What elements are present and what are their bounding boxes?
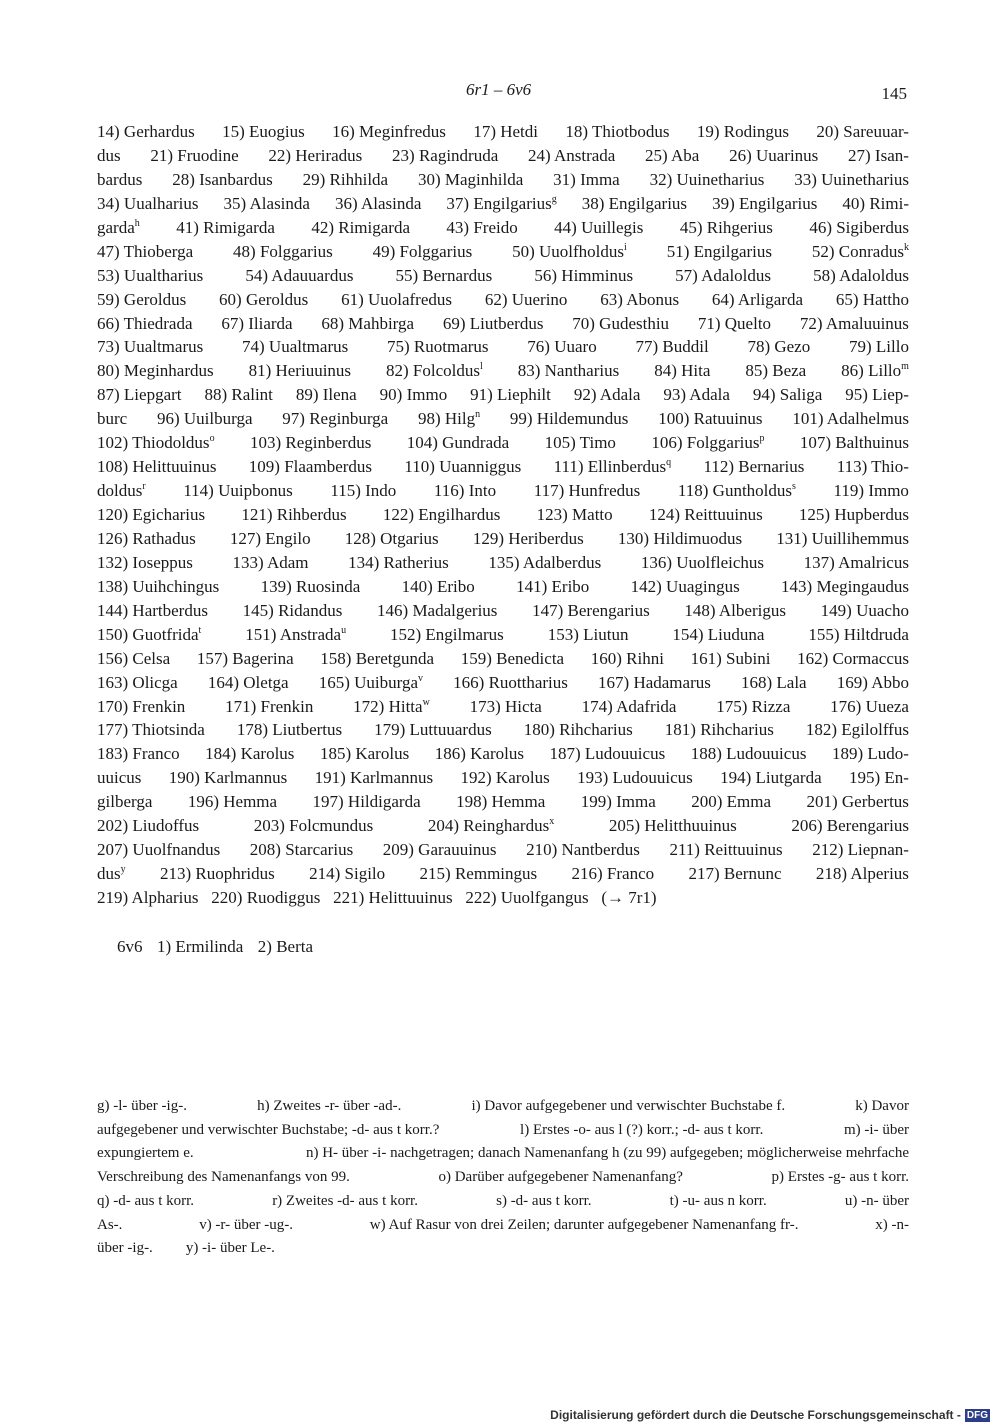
name-entry: 152) Engilmarus xyxy=(389,624,504,644)
credit-text: Digitalisierung gefördert durch die Deutsche Forschungsgemeinschaft - xyxy=(550,1408,961,1422)
name-entry: 38) Engilgarius xyxy=(581,193,688,213)
text-line xyxy=(97,479,909,503)
footnote-entry: expungiertem e. xyxy=(97,1145,194,1162)
name-entry: 54) Adauuardus xyxy=(245,265,354,285)
name-entry: 163) Olicga xyxy=(97,672,178,692)
name-entry: 139) Ruosinda xyxy=(260,576,361,596)
name-entry: 28) Isanbardus xyxy=(172,169,273,189)
name-entry: 212) Liepnan- xyxy=(812,840,909,860)
name-entry: 177) Thiotsinda xyxy=(97,720,205,740)
name-entry: 39) Engilgarius xyxy=(712,193,818,213)
name-entry: 170) Frenkin xyxy=(97,696,186,716)
name-entry: 19) Rodingus xyxy=(696,122,789,141)
name-entry: 15) Euogius xyxy=(222,122,305,141)
name-entry: 192) Karolus xyxy=(460,768,550,788)
name-entry: 35) Alasinda xyxy=(223,193,310,213)
footnote-entry: p) Erstes -g- aus t korr. xyxy=(771,1169,909,1186)
name-entry: 87) Liepgart xyxy=(97,385,182,405)
name-entry: 174) Adafrida xyxy=(581,696,677,716)
name-entry: 219) Alpharius xyxy=(97,888,199,907)
name-entry: 207) Uuolfnandus xyxy=(97,840,221,860)
name-entry: 153) Liutun xyxy=(547,624,629,644)
name-entry: 105) Timo xyxy=(544,433,616,453)
footnote-entry: n) H- über -i- nachgetragen; danach Namenanfang h (zu 99) aufgegeben; möglicherweise mehrfache xyxy=(305,1145,909,1162)
page-number: 145 xyxy=(881,84,907,103)
name-entry: 95) Liep- xyxy=(845,385,909,405)
name-entry: 183) Franco xyxy=(97,744,180,764)
name-entry: 33) Uuinetharius xyxy=(794,169,909,189)
name-entry: 42) Rimigarda xyxy=(311,217,410,237)
text-line xyxy=(97,886,909,910)
name-entry: 107) Balthuinus xyxy=(799,433,909,453)
name-entry: 208) Starcarius xyxy=(249,840,354,860)
name-entry: 104) Gundrada xyxy=(406,433,510,453)
name-entry: 66) Thiedrada xyxy=(97,313,193,333)
text-line xyxy=(97,814,909,838)
name-entry: 142) Uuagingus xyxy=(630,576,740,596)
footnote-entry: As-. xyxy=(97,1216,123,1233)
name-entry: 64) Arligarda xyxy=(711,289,804,309)
name-entry: 205) Helitthuuinus xyxy=(608,816,737,836)
name-entry: 176) Uueza xyxy=(830,696,909,716)
name-entry: 113) Thio- xyxy=(836,457,909,477)
footnote-entry: x) -n- xyxy=(875,1216,909,1233)
name-entry: 23) Ragindruda xyxy=(392,145,499,165)
name-entry: 100) Ratuuinus xyxy=(658,409,763,429)
name-entry: 16) Meginfredus xyxy=(332,122,446,141)
text-line xyxy=(97,120,909,144)
name-entry: 49) Folggarius xyxy=(372,241,473,261)
name-entry: 68) Mahbirga xyxy=(321,313,415,333)
name-entry: 36) Alasinda xyxy=(334,193,422,213)
name-entry: 26) Uuarinus xyxy=(729,145,819,165)
footnote-entry: y) -i- über Le-. xyxy=(185,1240,275,1257)
name-entry: 27) Isan- xyxy=(848,145,909,165)
name-entry: 40) Rimi- xyxy=(842,193,909,213)
name-entry: 124) Reittuuinus xyxy=(648,505,763,524)
name-entry: 200) Emma xyxy=(691,792,772,812)
footnote-line xyxy=(97,1142,909,1166)
name-entry: 175) Rizza xyxy=(716,696,791,716)
name-entry: 150) Guotfrida$^t$ xyxy=(97,624,202,644)
name-entry: 221) Helittuuinus xyxy=(333,888,453,907)
name-entry: 46) Sigiberdus xyxy=(809,217,909,237)
name-entry: 185) Karolus xyxy=(319,744,410,764)
name-entry: uuicus xyxy=(97,768,142,788)
name-entry: 137) Amalricus xyxy=(803,552,909,572)
name-entry: 129) Heriberdus xyxy=(472,528,584,548)
text-line xyxy=(97,671,909,695)
name-entry: 29) Rihhilda xyxy=(302,169,389,189)
name-entry: 60) Geroldus xyxy=(219,289,309,309)
name-entry: 52) Conradus$^k$ xyxy=(811,241,909,261)
text-line xyxy=(97,527,909,551)
name-entry: 136) Uuolfleichus xyxy=(640,552,765,572)
name-entry: 191) Karlmannus xyxy=(314,768,434,788)
name-entry: 179) Luttuuardus xyxy=(374,720,492,740)
text-line xyxy=(97,503,909,527)
text-line xyxy=(97,718,909,742)
name-entry: 71) Quelto xyxy=(697,313,772,333)
name-entry: 91) Liephilt xyxy=(470,385,551,405)
footnote-entry: o) Darüber aufgegebener Namenanfang? xyxy=(438,1169,683,1186)
text-line xyxy=(97,168,909,192)
name-entry: 51) Engilgarius xyxy=(666,241,772,261)
text-line xyxy=(97,312,909,336)
name-entry: 209) Garauuinus xyxy=(382,840,497,860)
name-entry: 2) Berta xyxy=(257,937,314,956)
name-entry: 127) Engilo xyxy=(229,528,311,548)
name-entry: burc xyxy=(97,409,128,429)
name-entry: 83) Nantharius xyxy=(517,361,620,381)
name-entry: 45) Rihgerius xyxy=(679,217,773,237)
name-entry: 126) Rathadus xyxy=(97,528,196,548)
name-entry: 166) Ruottharius xyxy=(453,672,568,692)
text-line xyxy=(97,742,909,766)
text-line xyxy=(97,838,909,862)
name-entry: 21) Fruodine xyxy=(150,145,239,165)
text-line xyxy=(97,599,909,623)
name-entry: 25) Aba xyxy=(645,145,700,165)
name-entry: 168) Lala xyxy=(740,672,807,692)
name-entry: 97) Reginburga xyxy=(282,409,389,429)
name-entry: 172) Hitta$^w$ xyxy=(353,696,430,716)
name-entry: 81) Heriuuinus xyxy=(248,361,352,381)
name-entry: 197) Hildigarda xyxy=(312,792,421,812)
footnotes xyxy=(97,1095,909,1261)
name-entry: 18) Thiotbodus xyxy=(565,122,670,141)
name-entry: 211) Reittuuinus xyxy=(669,840,783,860)
text-line xyxy=(97,431,909,455)
name-entry: 198) Hemma xyxy=(456,792,546,812)
name-entry: 84) Hita xyxy=(654,361,711,381)
name-entry: 78) Gezo xyxy=(747,337,811,357)
text-line xyxy=(97,623,909,647)
name-entry: 167) Hadamarus xyxy=(598,672,711,692)
name-entry: 145) Ridandus xyxy=(242,600,343,620)
name-entry: 75) Ruotmarus xyxy=(387,337,489,357)
name-entry: 128) Otgarius xyxy=(344,528,439,548)
name-entry: 80) Meginhardus xyxy=(97,361,214,381)
name-entry: 180) Rihcharius xyxy=(523,720,633,740)
footnote-entry: w) Auf Rasur von drei Zeilen; darunter aufgegebener Namenanfang fr-. xyxy=(369,1216,799,1233)
name-entry: 215) Remmingus xyxy=(419,864,538,884)
name-entry: 157) Bagerina xyxy=(196,648,294,668)
footnote-line xyxy=(97,1166,909,1190)
name-entry: 48) Folggarius xyxy=(233,241,333,261)
name-entry: 155) Hiltdruda xyxy=(808,624,909,644)
text-line xyxy=(97,407,909,431)
name-entry: 125) Hupberdus xyxy=(798,505,909,524)
name-entry: 194) Liutgarda xyxy=(720,768,822,788)
digitization-credit xyxy=(550,1408,990,1422)
footnote-entry: q) -d- aus t korr. xyxy=(97,1192,195,1209)
text-line xyxy=(97,647,909,671)
name-entry: 86) Lillo$^m$ xyxy=(841,361,909,381)
name-entry: 55) Bernardus xyxy=(395,265,493,285)
name-entry: 31) Imma xyxy=(553,169,620,189)
footnote-entry: u) -n- über xyxy=(844,1192,909,1209)
name-entry: 217) Bernunc xyxy=(688,864,782,884)
name-entry: 130) Hildimuodus xyxy=(617,528,743,548)
name-entry: 162) Cormaccus xyxy=(797,648,909,668)
name-entry: 143) Megingaudus xyxy=(781,576,909,596)
name-entry: 138) Uuihchingus xyxy=(97,576,220,596)
name-entry: 164) Oletga xyxy=(207,672,289,692)
name-entry: 88) Ralint xyxy=(204,385,273,405)
name-entry: 69) Liutberdus xyxy=(442,313,544,333)
name-entry: 204) Reinghardus$^x$ xyxy=(427,816,555,836)
name-entry: 73) Uualtmarus xyxy=(97,337,204,357)
name-entry: 148) Alberigus xyxy=(684,600,786,620)
name-entry: 213) Ruophridus xyxy=(160,864,275,884)
name-entry: 120) Egicharius xyxy=(97,505,206,524)
text-line xyxy=(97,288,909,312)
name-entry: 62) Uuerino xyxy=(484,289,568,309)
name-entry: 110) Uuanniggus xyxy=(404,457,522,477)
name-entry: 186) Karolus xyxy=(434,744,524,764)
name-entry: 112) Bernarius xyxy=(703,457,805,477)
name-entry: 161) Subini xyxy=(690,648,771,668)
name-entry: dus$^y$ xyxy=(97,864,126,884)
name-entry: 74) Uualtmarus xyxy=(242,337,349,357)
name-entry: 90) Immo xyxy=(379,385,448,405)
dfg-logo: DFG xyxy=(966,1409,988,1421)
footnote-line xyxy=(97,1190,909,1214)
name-entry: 188) Ludouuicus xyxy=(690,744,807,764)
name-entry: 63) Abonus xyxy=(600,289,680,309)
name-entry: 57) Adaloldus xyxy=(675,265,772,285)
text-line xyxy=(97,862,909,886)
name-entry: 72) Amaluuinus xyxy=(799,313,909,333)
footnote-entry: Verschreibung des Namenanfangs von 99. xyxy=(97,1169,350,1186)
name-entry: 1) Ermilinda xyxy=(156,937,244,956)
name-entry: 67) Iliarda xyxy=(221,313,293,333)
name-entry: 85) Beza xyxy=(745,361,807,381)
name-entry: 22) Heriradus xyxy=(268,145,363,165)
text-line xyxy=(97,455,909,479)
name-entry: 178) Liutbertus xyxy=(236,720,343,740)
name-entry: 122) Engilhardus xyxy=(382,505,501,524)
name-entry: 169) Abbo xyxy=(836,672,909,692)
text-line xyxy=(97,264,909,288)
name-entry: 216) Franco xyxy=(571,864,655,884)
name-entry: 199) Imma xyxy=(580,792,656,812)
name-entry: 43) Freido xyxy=(446,217,518,237)
text-line xyxy=(97,383,909,407)
footnote-line xyxy=(97,1214,909,1238)
name-entry: 20) Sareuuar- xyxy=(816,122,909,141)
name-entry: 115) Indo xyxy=(330,481,397,501)
name-entry: 190) Karlmannus xyxy=(168,768,288,788)
text-line xyxy=(97,575,909,599)
name-entry: 111) Ellinberdus$^q$ xyxy=(553,457,672,477)
name-entry: 181) Rihcharius xyxy=(664,720,774,740)
name-entry: 47) Thioberga xyxy=(97,241,194,261)
name-entry: 151) Anstrada$^u$ xyxy=(245,624,347,644)
name-entry: 210) Nantberdus xyxy=(526,840,640,860)
page-header xyxy=(0,80,1000,106)
text-line xyxy=(97,359,909,383)
name-entry: 92) Adala xyxy=(573,385,641,405)
name-entry: 58) Adaloldus xyxy=(813,265,909,285)
name-entry: 61) Uuolafredus xyxy=(341,289,453,309)
name-entry: 182) Egilolffus xyxy=(805,720,909,740)
name-entry: 114) Uuipbonus xyxy=(183,481,293,501)
text-line xyxy=(97,192,909,216)
footnote-line xyxy=(97,1237,909,1261)
name-entry: 30) Maginhilda xyxy=(417,169,524,189)
name-entry: 98) Hilg$^n$ xyxy=(417,409,481,429)
name-entry: 147) Berengarius xyxy=(532,600,650,620)
name-entry: 94) Saliga xyxy=(752,385,823,405)
footnote-entry: l) Erstes -o- aus l (?) korr.; -d- aus t korr. xyxy=(520,1121,764,1138)
name-entry: 101) Adalhelmus xyxy=(792,409,909,429)
name-entry: 206) Berengarius xyxy=(791,816,909,836)
name-entry: 106) Folggarius$^p$ xyxy=(651,433,765,453)
footnote-entry: s) -d- aus t korr. xyxy=(496,1192,592,1209)
footnote-entry: g) -l- über -ig-. xyxy=(97,1098,187,1114)
name-entry: 109) Flaamberdus xyxy=(248,457,373,477)
name-entry: 121) Rihberdus xyxy=(241,505,347,524)
text-line xyxy=(97,551,909,575)
name-entry: 79) Lillo xyxy=(848,337,909,357)
name-entry: 141) Eribo xyxy=(516,576,590,596)
name-entry: 154) Liuduna xyxy=(672,624,765,644)
name-entry: 108) Helittuuinus xyxy=(97,457,217,477)
name-entry: 135) Adalberdus xyxy=(488,552,602,572)
name-entry: 214) Sigilo xyxy=(309,864,386,884)
name-entry: 59) Geroldus xyxy=(97,289,187,309)
footnote-entry: über -ig-. xyxy=(97,1240,153,1257)
footnote-entry: t) -u- aus n korr. xyxy=(669,1192,767,1209)
name-entry: 165) Uuiburga$^v$ xyxy=(318,672,424,692)
name-entry: 144) Hartberdus xyxy=(97,600,208,620)
text-line xyxy=(97,240,909,264)
footnote-entry: m) -i- über xyxy=(844,1121,909,1138)
section-label: 6v6 xyxy=(117,937,143,956)
footnote-entry: k) Davor xyxy=(855,1098,909,1114)
name-entry: 50) Uuolfholdus$^i$ xyxy=(512,241,627,261)
name-entry: 134) Ratherius xyxy=(348,552,449,572)
name-entry: 131) Uuillihemmus xyxy=(776,528,909,548)
text-line xyxy=(97,144,909,168)
name-entry: 158) Beretgunda xyxy=(320,648,435,668)
name-entry: 70) Gudesthiu xyxy=(572,313,670,333)
name-entry: 117) Hunfredus xyxy=(533,481,641,501)
name-entry: 103) Reginberdus xyxy=(249,433,372,453)
name-entry: 56) Himminus xyxy=(534,265,634,285)
name-entry: 89) Ilena xyxy=(295,385,357,405)
name-entry: dus xyxy=(97,145,121,165)
name-entry: 160) Rihni xyxy=(590,648,664,668)
name-entry: 184) Karolus xyxy=(205,744,295,764)
name-entry: 187) Ludouuicus xyxy=(549,744,666,764)
name-entry: 17) Hetdi xyxy=(473,122,538,141)
name-entry: bardus xyxy=(97,169,143,189)
name-entry: 116) Into xyxy=(433,481,497,501)
name-entry: 96) Uuilburga xyxy=(156,409,253,429)
name-entry: 140) Eribo xyxy=(401,576,475,596)
name-entry: 102) Thiodoldus$^o$ xyxy=(97,433,215,453)
name-entry: 159) Benedicta xyxy=(460,648,565,668)
name-entry: 133) Adam xyxy=(232,552,309,572)
name-entry: 14) Gerhardus xyxy=(97,122,195,141)
name-entry: 24) Anstrada xyxy=(527,145,616,165)
name-entry: 53) Uualtharius xyxy=(97,265,204,285)
name-entry: 132) Ioseppus xyxy=(97,552,193,572)
footnote-entry: aufgegebener und verwischter Buchstabe; -d- aus t korr.? xyxy=(97,1121,440,1138)
footnote-entry: v) -r- über -ug-. xyxy=(199,1216,294,1233)
name-entry: 32) Uuinetharius xyxy=(649,169,765,189)
name-entry: 218) Alperius xyxy=(815,864,909,884)
name-entry: 220) Ruodiggus xyxy=(211,888,321,907)
footnote-line xyxy=(97,1119,909,1143)
footnote-entry: i) Davor aufgegebener und verwischter Buchstabe f. xyxy=(471,1098,786,1114)
section-6v6 xyxy=(117,935,313,959)
name-entry: 146) Madalgerius xyxy=(377,600,498,620)
text-line xyxy=(97,695,909,719)
name-entry: gilberga xyxy=(97,792,153,812)
name-entry: 156) Celsa xyxy=(97,648,171,668)
name-entry: 202) Liudoffus xyxy=(97,816,200,836)
name-entry: 123) Matto xyxy=(536,505,613,524)
text-line xyxy=(97,216,909,240)
name-entry: 222) Uuolfgangus xyxy=(465,888,589,907)
text-line xyxy=(97,790,909,814)
name-list xyxy=(97,120,909,910)
name-entry: 65) Hattho xyxy=(835,289,909,309)
name-entry: garda$^h$ xyxy=(97,217,140,237)
name-entry: 93) Adala xyxy=(663,385,730,405)
name-entry: 44) Uuillegis xyxy=(554,217,644,237)
running-head: 6r1 – 6v6 xyxy=(466,80,532,99)
name-entry: 201) Gerbertus xyxy=(806,792,909,812)
name-entry: 119) Immo xyxy=(833,481,909,501)
name-entry: 196) Hemma xyxy=(187,792,278,812)
name-entry: (→ 7r1) xyxy=(601,888,657,907)
name-entry: 37) Engilgarius$^g$ xyxy=(446,193,557,213)
name-entry: 195) En- xyxy=(849,768,909,788)
footnote-line xyxy=(97,1095,909,1119)
name-entry: 173) Hicta xyxy=(469,696,542,716)
name-entry: 77) Buddil xyxy=(635,337,709,357)
name-entry: 193) Ludouuicus xyxy=(577,768,693,788)
name-entry: 34) Uualharius xyxy=(97,193,199,213)
text-line xyxy=(97,335,909,359)
name-entry: doldus$^r$ xyxy=(97,481,146,501)
name-entry: 82) Folcoldus$^l$ xyxy=(386,361,483,381)
text-line xyxy=(97,766,909,790)
name-entry: 41) Rimigarda xyxy=(176,217,275,237)
name-entry: 76) Uuaro xyxy=(527,337,597,357)
name-entry: 149) Uuacho xyxy=(820,600,909,620)
name-entry: 118) Guntholdus$^s$ xyxy=(677,481,796,501)
name-entry: 99) Hildemundus xyxy=(509,409,629,429)
footnote-entry: h) Zweites -r- über -ad-. xyxy=(257,1098,402,1114)
name-entry: 203) Folcmundus xyxy=(253,816,374,836)
name-entry: 171) Frenkin xyxy=(225,696,314,716)
name-entry: 189) Ludo- xyxy=(831,744,909,764)
footnote-entry: r) Zweites -d- aus t korr. xyxy=(272,1192,418,1209)
